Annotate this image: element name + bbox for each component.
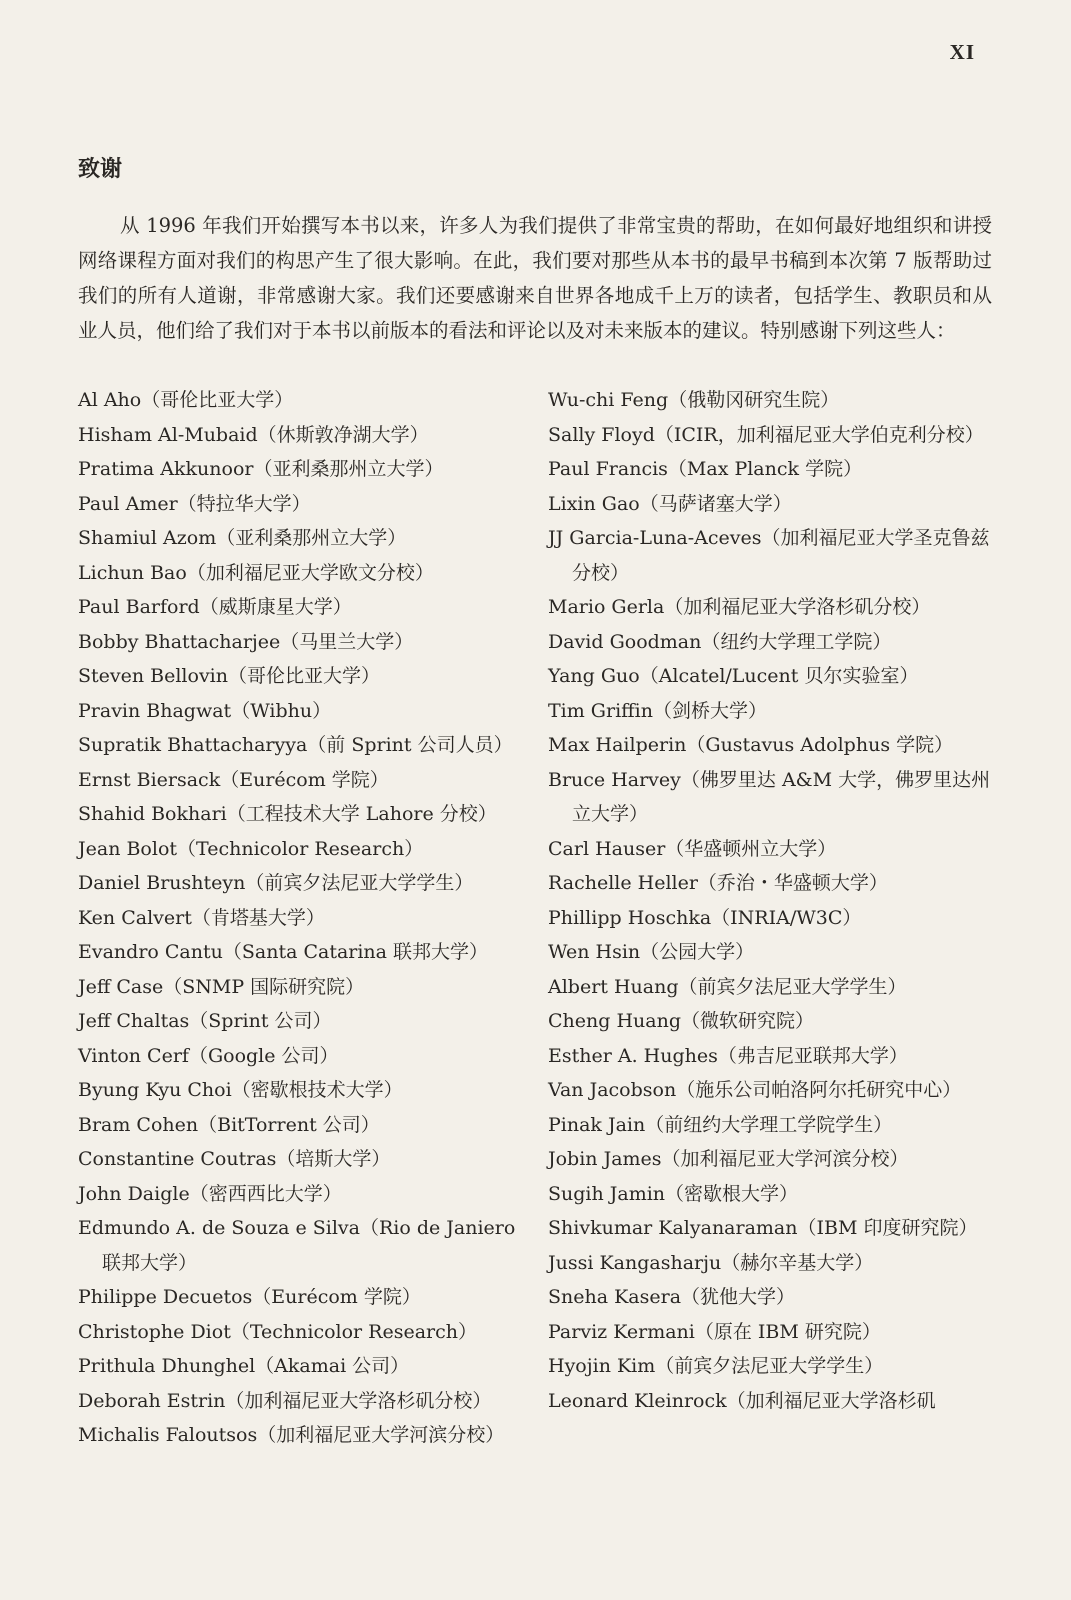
acknowledgment-entry: Max Hailperin（Gustavus Adolphus 学院） bbox=[548, 734, 954, 756]
acknowledgment-entry: David Goodman（纽约大学理工学院） bbox=[548, 630, 892, 653]
acknowledgment-entry: Hyojin Kim（前宾夕法尼亚大学学生） bbox=[548, 1355, 884, 1377]
acknowledgment-entry: Phillipp Hoschka（INRIA/W3C） bbox=[548, 906, 862, 929]
acknowledgment-entry: Bobby Bhattacharjee（马里兰大学） bbox=[78, 630, 414, 653]
acknowledgment-entry: Daniel Brushteyn（前宾夕法尼亚大学学生） bbox=[78, 872, 474, 894]
acknowledgment-entry: Yang Guo（Alcatel/Lucent 贝尔实验室） bbox=[548, 665, 919, 687]
acknowledgment-entry: Van Jacobson（施乐公司帕洛阿尔托研究中心） bbox=[548, 1079, 962, 1101]
acknowledgment-entry: Sneha Kasera（犹他大学） bbox=[548, 1286, 796, 1308]
intro-paragraph: 从 1996 年我们开始撰写本书以来，许多人为我们提供了非常宝贵的帮助，在如何最好地组织和讲授网络课程方面对我们的构思产生了很大影响。在此，我们要对那些从本书的最早书稿到本次第 7 版帮助过我们的所有人道谢，非常感谢大家。我们还要感谢来自世界各地成千上万的读者，包括学生、教职员和从业人员，他们给了我们对于本书以前版本的看法和评论以及对未来版本的建议。特别感谢下列这些人： bbox=[78, 214, 992, 342]
acknowledgment-entry: Bruce Harvey（佛罗里达 A&M 大学，佛罗里达州立大学） bbox=[548, 768, 991, 825]
acknowledgment-entry: Jean Bolot（Technicolor Research） bbox=[78, 837, 424, 860]
acknowledgment-entry: Paul Amer（特拉华大学） bbox=[78, 492, 311, 515]
acknowledgment-entry: Paul Barford（威斯康星大学） bbox=[78, 596, 352, 618]
acknowledgment-entry: Jeff Chaltas（Sprint 公司） bbox=[78, 1010, 332, 1032]
acknowledgment-entry: Jussi Kangasharju（赫尔辛基大学） bbox=[548, 1251, 874, 1274]
acknowledgment-entry: Pratima Akkunoor（亚利桑那州立大学） bbox=[78, 458, 444, 480]
acknowledgment-entry: Mario Gerla（加利福尼亚大学洛杉矶分校） bbox=[548, 596, 931, 618]
acknowledgment-entry: Vinton Cerf（Google 公司） bbox=[78, 1044, 339, 1067]
acknowledgment-entry: Shivkumar Kalyanaraman（IBM 印度研究院） bbox=[548, 1217, 978, 1239]
acknowledgment-list-left bbox=[78, 383, 526, 1453]
acknowledgment-entry: Lixin Gao（马萨诸塞大学） bbox=[548, 492, 792, 515]
acknowledgment-entry: Wen Hsin（公园大学） bbox=[548, 941, 755, 963]
acknowledgment-entry: Christophe Diot（Technicolor Research） bbox=[78, 1320, 478, 1343]
acknowledgment-entry: Tim Griffin（剑桥大学） bbox=[548, 699, 767, 722]
acknowledgment-entry: Cheng Huang（微软研究院） bbox=[548, 1010, 814, 1032]
acknowledgment-entry: Constantine Coutras（培斯大学） bbox=[78, 1148, 391, 1170]
acknowledgment-entry: Parviz Kermani（原在 IBM 研究院） bbox=[548, 1320, 881, 1343]
acknowledgment-entry: Pinak Jain（前纽约大学理工学院学生） bbox=[548, 1113, 893, 1136]
acknowledgment-entry: Steven Bellovin（哥伦比亚大学） bbox=[78, 665, 380, 687]
acknowledgment-entry: Paul Francis（Max Planck 学院） bbox=[548, 458, 863, 480]
acknowledgment-entry: Esther A. Hughes（弗吉尼亚联邦大学） bbox=[548, 1044, 908, 1067]
acknowledgment-entry: Albert Huang（前宾夕法尼亚大学学生） bbox=[548, 975, 907, 998]
acknowledgment-entry: Prithula Dhunghel（Akamai 公司） bbox=[78, 1355, 410, 1377]
acknowledgment-entry: John Daigle（密西西比大学） bbox=[78, 1182, 342, 1205]
acknowledgment-entry: Ken Calvert（肯塔基大学） bbox=[78, 906, 325, 929]
acknowledgment-entry: Rachelle Heller（乔治・华盛顿大学） bbox=[548, 872, 888, 894]
acknowledgment-entry: Jobin James（加利福尼亚大学河滨分校） bbox=[548, 1148, 909, 1170]
acknowledgment-entry: Al Aho（哥伦比亚大学） bbox=[78, 389, 294, 411]
acknowledgment-entry: Bram Cohen（BitTorrent 公司） bbox=[78, 1113, 380, 1136]
acknowledgment-entry: Leonard Kleinrock（加利福尼亚大学洛杉矶 bbox=[548, 1389, 936, 1412]
acknowledgment-entry: Philippe Decuetos（Eurécom 学院） bbox=[78, 1286, 421, 1308]
acknowledgment-entry: Pravin Bhagwat（Wibhu） bbox=[78, 699, 332, 722]
acknowledgment-entry: Wu-chi Feng（俄勒冈研究生院） bbox=[548, 389, 840, 411]
acknowledgment-entry: Hisham Al-Mubaid（休斯敦净湖大学） bbox=[78, 423, 429, 446]
acknowledgment-entry: Edmundo A. de Souza e Silva（Rio de Janiero 联邦大学） bbox=[78, 1217, 516, 1274]
acknowledgment-list-right bbox=[548, 383, 996, 1418]
acknowledgment-entry: Carl Hauser（华盛顿州立大学） bbox=[548, 837, 837, 860]
acknowledgment-entry: Deborah Estrin（加利福尼亚大学洛杉矶分校） bbox=[78, 1389, 492, 1412]
acknowledgment-entry: Evandro Cantu（Santa Catarina 联邦大学） bbox=[78, 941, 489, 963]
acknowledgment-entry: Ernst Biersack（Eurécom 学院） bbox=[78, 768, 389, 791]
acknowledgment-entry: Shahid Bokhari（工程技术大学 Lahore 分校） bbox=[78, 803, 497, 825]
acknowledgment-entry: Sally Floyd（ICIR，加利福尼亚大学伯克利分校） bbox=[548, 423, 984, 446]
acknowledgment-entry: JJ Garcia-Luna-Aceves（加利福尼亚大学圣克鲁兹分校） bbox=[548, 527, 990, 584]
acknowledgment-entry: Shamiul Azom（亚利桑那州立大学） bbox=[78, 527, 407, 549]
acknowledgment-entry: Byung Kyu Choi（密歇根技术大学） bbox=[78, 1079, 403, 1101]
acknowledgment-entry: Lichun Bao（加利福尼亚大学欧文分校） bbox=[78, 561, 434, 584]
acknowledgment-entry: Supratik Bhattacharyya（前 Sprint 公司人员） bbox=[78, 734, 513, 756]
page-number: XI bbox=[949, 40, 975, 64]
section-heading: 致谢 bbox=[78, 157, 123, 182]
acknowledgment-entry: Sugih Jamin（密歇根大学） bbox=[548, 1182, 799, 1205]
acknowledgment-entry: Jeff Case（SNMP 国际研究院） bbox=[78, 975, 365, 998]
acknowledgment-entry: Michalis Faloutsos（加利福尼亚大学河滨分校） bbox=[78, 1424, 505, 1446]
